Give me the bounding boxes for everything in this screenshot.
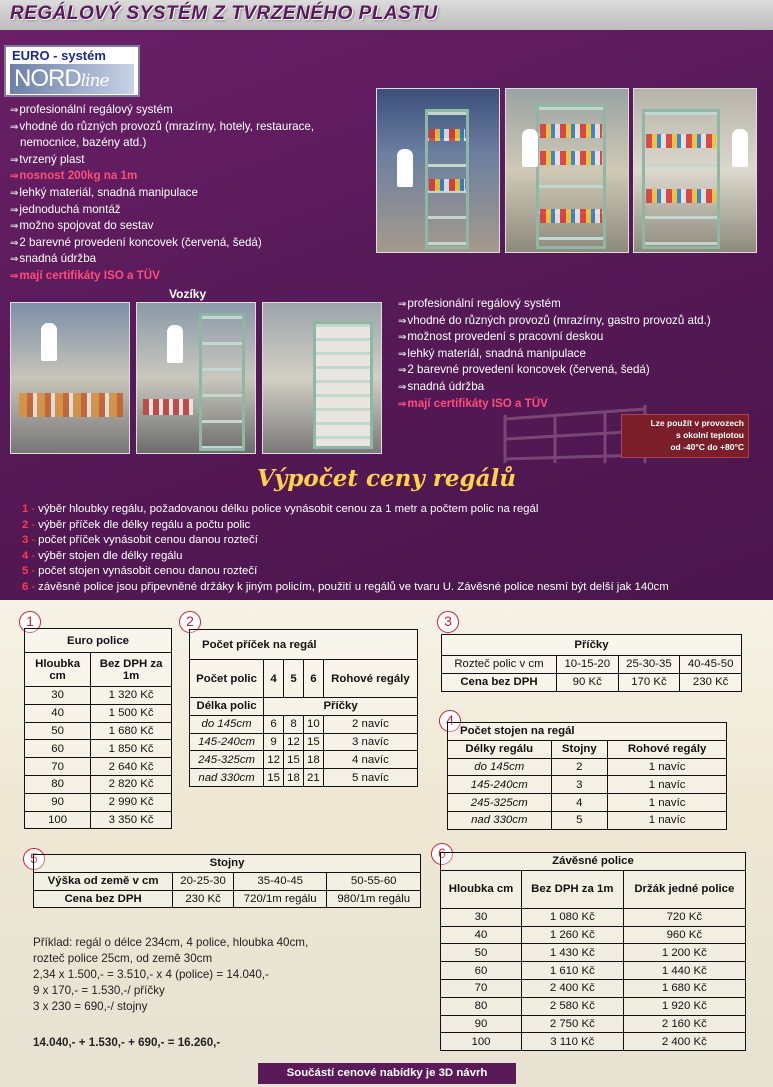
table-cell: 10: [303, 715, 323, 733]
step-text: výběr příček dle délky regálu a počtu polic: [38, 518, 251, 531]
table-cell: 70: [25, 758, 91, 776]
feature-item: ⇒ tvrzený plast: [10, 152, 370, 169]
table-cell: 1 navíc: [608, 758, 727, 776]
table-cell: 960 Kč: [623, 926, 745, 944]
example-line: 2,34 x 1.500,- = 3.510,- x 4 (police) = 14.040,-: [33, 968, 269, 981]
table-cell: Počet polic: [190, 660, 264, 698]
photo-trolley-2: [136, 302, 256, 454]
table-cell: 2 990 Kč: [91, 793, 172, 811]
photo-shelving-2: [505, 88, 629, 253]
table-cell: 10-15-20: [556, 656, 618, 674]
table-row: [441, 962, 746, 980]
feature-item: ⇒ vhodné do různých provozů (mrazírny, gastro provozů atd.): [398, 313, 758, 330]
table-cell: Hloubka cm: [441, 870, 522, 908]
example-line: 3 x 230 = 690,-/ stojny: [33, 1000, 148, 1013]
table-cell: Délky regálu: [448, 740, 552, 758]
table-cell: 25-30-35: [618, 656, 680, 674]
table-cell: 90 Kč: [556, 673, 618, 691]
step-number: 5: [22, 565, 29, 577]
table-title: Příčky: [442, 635, 742, 656]
table-row: [441, 1033, 746, 1051]
table-cell: 15: [284, 751, 304, 769]
step-text: počet stojen vynásobit cenou danou roztečí: [38, 565, 258, 577]
table-row: [441, 926, 746, 944]
table-cell: 2: [551, 758, 608, 776]
table-cell: 230 Kč: [173, 890, 234, 908]
table-cell: 20-25-30: [173, 872, 234, 890]
photo-shelving-3: [633, 88, 757, 253]
table-row: [25, 793, 172, 811]
features-list-shelving: [10, 102, 370, 285]
table-cell: 245-325cm: [190, 751, 264, 769]
brand-logo: [4, 45, 140, 97]
table-cell: Rozteč polic v cm: [442, 656, 557, 674]
table-cell: 2 160 Kč: [623, 1015, 745, 1033]
table-row: [448, 776, 727, 794]
calc-step: 6 - závěsné police jsou připevněné držáky k jiným policím, použití u regálů ve tvaru U. Závěsné police nesmí být delší jak 140cm: [22, 580, 669, 593]
table-cell: 30: [25, 687, 91, 705]
step-number: 4: [22, 549, 29, 562]
feature-item: ⇒ lehký materiál, snadná manipulace: [398, 346, 758, 363]
table-cell: 980/1m regálu: [327, 890, 421, 908]
table-cell: 145-240cm: [448, 776, 552, 794]
table-cell: 3 110 Kč: [522, 1033, 624, 1051]
table-cell: 50-55-60: [327, 872, 421, 890]
table-cell: 40: [25, 704, 91, 722]
table-cell: Bez DPH za 1m: [522, 870, 624, 908]
table-cell: 1 080 Kč: [522, 908, 624, 926]
badge-5: 5: [23, 848, 45, 870]
feature-item: ⇒ profesionální regálový systém: [398, 296, 758, 313]
table-cell: 1 320 Kč: [91, 687, 172, 705]
feature-item: ⇒ 2 barevné provedení koncovek (červená, šedá): [10, 235, 370, 252]
table-cell: 6: [303, 660, 323, 698]
table-cell: 1 200 Kč: [623, 944, 745, 962]
table-cell: 80: [25, 775, 91, 793]
table-title: Počet stojen na regál: [448, 723, 727, 741]
table-cell: 8: [284, 715, 304, 733]
table-row: [441, 908, 746, 926]
table-row: [25, 740, 172, 758]
table-zavesne-police: [440, 852, 746, 1051]
table-cell: Bez DPH za 1m: [91, 653, 172, 687]
table-row: [441, 997, 746, 1015]
table-row: [441, 1015, 746, 1033]
table-cell: Cena bez DPH: [442, 673, 557, 691]
table-cell: 1 navíc: [608, 811, 727, 829]
feature-item: ⇒ jednoduchá montáž: [10, 202, 370, 219]
table-cell: 720 Kč: [623, 908, 745, 926]
photo-shelving-1: [376, 88, 500, 253]
table-cell: 170 Kč: [618, 673, 680, 691]
table-cell: do 145cm: [190, 715, 264, 733]
table-cell: Rohové regály: [608, 740, 727, 758]
feature-item: ⇒ mají certifikáty ISO a TÜV: [10, 268, 370, 285]
table-cell: 4: [264, 660, 284, 698]
feature-item: ⇒ vhodné do různých provozů (mrazírny, hotely, restaurace,: [10, 119, 370, 136]
badge-4: 4: [439, 710, 461, 732]
example-line: 9 x 170,- = 1.530,-/ příčky: [33, 984, 165, 997]
table-cell: Cena bez DPH: [34, 890, 173, 908]
logo-wordmark: NORDline: [14, 65, 109, 92]
table-cell: 1 610 Kč: [522, 962, 624, 980]
table-cell: Rohové regály: [323, 660, 417, 698]
calc-step: 1 - výběr hloubky regálu, požadovanou délku police vynásobit cenou za 1 metr a počtem polic na regál: [22, 503, 539, 515]
feature-item: ⇒ profesionální regálový systém: [10, 102, 370, 119]
table-cell: Výška od země v cm: [34, 872, 173, 890]
table-cell: 3: [551, 776, 608, 794]
table-cell: 2 750 Kč: [522, 1015, 624, 1033]
feature-item: ⇒ možno spojovat do sestav: [10, 218, 370, 235]
table-cell: 145-240cm: [190, 733, 264, 751]
badge-2: 2: [179, 611, 201, 633]
temperature-note: Lze použít v provozech s okolní teplotou od -40°C do +80°C: [621, 414, 749, 458]
table-cell: 3 350 Kč: [91, 811, 172, 829]
table-cell: 2 400 Kč: [522, 979, 624, 997]
table-cell: 2 navíc: [323, 715, 417, 733]
table-row: [441, 944, 746, 962]
table-cell: 30: [441, 908, 522, 926]
feature-item: ⇒ lehký materiál, snadná manipulace: [10, 185, 370, 202]
calc-step: 4 - výběr stojen dle délky regálu: [22, 549, 183, 562]
table-row: [25, 687, 172, 705]
table-cell: 12: [284, 733, 304, 751]
table-cell: 80: [441, 997, 522, 1015]
badge-1: 1: [19, 611, 41, 633]
table-cell: 2 820 Kč: [91, 775, 172, 793]
table-cell: do 145cm: [448, 758, 552, 776]
table-cell: 60: [25, 740, 91, 758]
price-calculation-title: Výpočet ceny regálů: [257, 465, 516, 492]
footer-banner: Součástí cenové nabídky je 3D návrh: [258, 1063, 516, 1084]
table-cell: 40: [441, 926, 522, 944]
table-cell: 1 850 Kč: [91, 740, 172, 758]
table-cell: 4: [551, 794, 608, 812]
table-cell: 21: [303, 769, 323, 787]
table-cell: 1 680 Kč: [91, 722, 172, 740]
table-cell: 15: [303, 733, 323, 751]
table-row: [448, 811, 727, 829]
example-line: rozteč police 25cm, od země 30cm: [33, 952, 213, 965]
page-title: REGÁLOVÝ SYSTÉM Z TVRZENÉHO PLASTU: [10, 3, 438, 24]
table-cell: 1 920 Kč: [623, 997, 745, 1015]
table-cell: 60: [441, 962, 522, 980]
step-text: závěsné police jsou připevněné držáky k jiným policím, použití u regálů ve tvaru U. Závěsné police nesmí být delší jak 140cm: [38, 580, 669, 593]
header-bar: [0, 0, 773, 30]
table-cell: 5: [284, 660, 304, 698]
table-cell: nad 330cm: [448, 811, 552, 829]
table-cell: 12: [264, 751, 284, 769]
feature-item: ⇒ mají certifikáty ISO a TÜV: [398, 396, 758, 413]
table-cell: 1 430 Kč: [522, 944, 624, 962]
table-row: [441, 979, 746, 997]
trolleys-heading: Vozíky: [169, 287, 207, 301]
table-title: Počet příček na regál: [190, 630, 418, 660]
table-cell: 70: [441, 979, 522, 997]
table-cell: 9: [264, 733, 284, 751]
table-pricky-count: [189, 629, 418, 787]
table-cell: 245-325cm: [448, 794, 552, 812]
feature-item: ⇒ snadná údržba: [398, 379, 758, 396]
table-title: Stojny: [34, 855, 421, 873]
table-cell: 90: [25, 793, 91, 811]
table-row: [190, 715, 418, 733]
calculation-steps: [22, 502, 669, 595]
table-euro-police: [24, 628, 172, 829]
table-cell: 90: [441, 1015, 522, 1033]
table-row: [25, 758, 172, 776]
feature-item: ⇒ nosnost 200kg na 1m: [10, 168, 370, 185]
calc-step: 3 - počet příček vynásobit cenou danou roztečí: [22, 534, 258, 546]
table-cell: 18: [284, 769, 304, 787]
badge-6: 6: [431, 843, 453, 865]
table-cell: Hloubka cm: [25, 653, 91, 687]
table-row: [190, 769, 418, 787]
table-title: Euro police: [25, 629, 172, 653]
table-cell: 4 navíc: [323, 751, 417, 769]
table-cell: Držák jedné police: [623, 870, 745, 908]
table-cell: 2 400 Kč: [623, 1033, 745, 1051]
table-cell: 50: [25, 722, 91, 740]
table-cell: 6: [264, 715, 284, 733]
table-cell: 1 260 Kč: [522, 926, 624, 944]
step-number: 6: [22, 580, 29, 593]
table-cell: 1 680 Kč: [623, 979, 745, 997]
table-cell: 1 440 Kč: [623, 962, 745, 980]
table-stojny-count: [447, 722, 727, 830]
table-cell: Stojny: [551, 740, 608, 758]
table-pricky-price: [441, 634, 742, 692]
table-cell: 230 Kč: [680, 673, 742, 691]
table-cell: 35-40-45: [233, 872, 327, 890]
table-row: [25, 811, 172, 829]
table-cell: 18: [303, 751, 323, 769]
table-cell: 2 580 Kč: [522, 997, 624, 1015]
feature-item: ⇒ 2 barevné provedení koncovek (červená, šedá): [398, 362, 758, 379]
table-row: [25, 704, 172, 722]
table-row: [448, 758, 727, 776]
example-total: 14.040,- + 1.530,- + 690,- = 16.260,-: [33, 1036, 221, 1049]
calc-step: 2 - výběr příček dle délky regálu a počtu polic: [22, 518, 251, 531]
table-cell: 1 navíc: [608, 794, 727, 812]
feature-item: ⇒ snadná údržba: [10, 251, 370, 268]
table-cell: 1 500 Kč: [91, 704, 172, 722]
table-cell: 100: [25, 811, 91, 829]
example-line: Příklad: regál o délce 234cm, 4 police, hloubka 40cm,: [33, 936, 309, 949]
table-row: [25, 722, 172, 740]
table-cell: 5: [551, 811, 608, 829]
table-cell: 1 navíc: [608, 776, 727, 794]
table-cell: 100: [441, 1033, 522, 1051]
calc-step: 5 - počet stojen vynásobit cenou danou roztečí: [22, 565, 258, 577]
features-list-trolleys: [398, 296, 758, 412]
table-cell: 15: [264, 769, 284, 787]
table-cell: 2 640 Kč: [91, 758, 172, 776]
table-cell: nad 330cm: [190, 769, 264, 787]
calculation-example: [33, 935, 308, 1015]
photo-trolley-1: [10, 302, 130, 454]
step-number: 1: [22, 503, 29, 515]
step-number: 3: [22, 534, 29, 546]
table-title: Závěsné police: [441, 853, 746, 871]
logo-subtitle: EURO - systém: [12, 48, 106, 63]
table-stojny-price: [33, 854, 421, 908]
feature-item: nemocnice, bazény atd.): [20, 136, 147, 150]
step-text: výběr hloubky regálu, požadovanou délku police vynásobit cenou za 1 metr a počtem polic na regál: [38, 503, 539, 515]
badge-3: 3: [437, 611, 459, 633]
step-text: počet příček vynásobit cenou danou roztečí: [38, 534, 258, 546]
table-row: [25, 775, 172, 793]
step-number: 2: [22, 518, 29, 531]
table-row: [190, 751, 418, 769]
photo-trolley-3: [262, 302, 382, 454]
table-cell: 50: [441, 944, 522, 962]
table-cell: 40-45-50: [680, 656, 742, 674]
table-cell: 3 navíc: [323, 733, 417, 751]
table-cell: Délka polic: [190, 698, 264, 716]
table-cell: Příčky: [264, 698, 418, 716]
feature-item: ⇒ možnost provedení s pracovní deskou: [398, 329, 758, 346]
table-cell: 5 navíc: [323, 769, 417, 787]
step-text: výběr stojen dle délky regálu: [38, 549, 183, 562]
table-cell: 720/1m regálu: [233, 890, 327, 908]
table-row: [448, 794, 727, 812]
table-row: [190, 733, 418, 751]
